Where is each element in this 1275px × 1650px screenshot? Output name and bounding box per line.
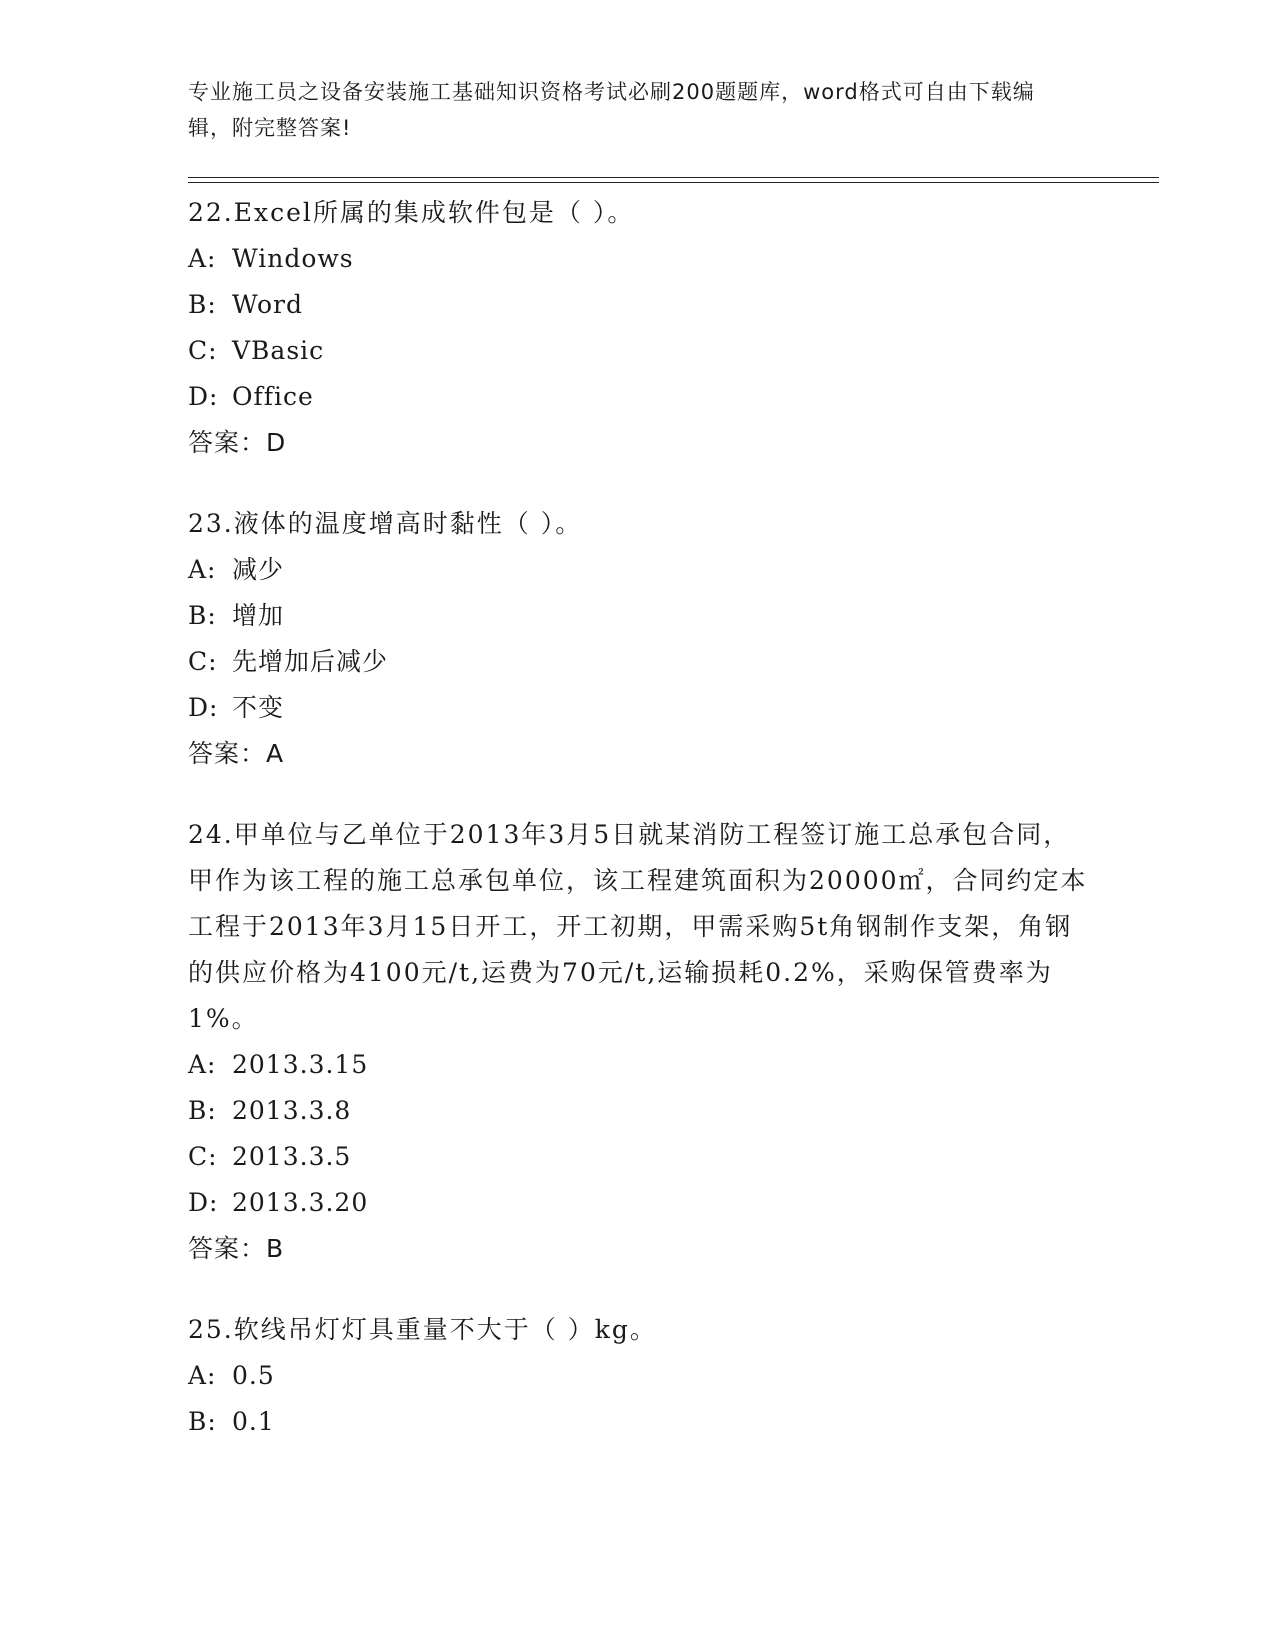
option-b xyxy=(188,1399,1088,1445)
answer-label: 答案： xyxy=(188,739,267,768)
option-b xyxy=(188,593,1088,639)
option-text: 增加 xyxy=(232,601,285,630)
option-a xyxy=(188,236,1088,282)
option-text: 不变 xyxy=(232,693,285,722)
option-text: 2013.3.5 xyxy=(232,1142,352,1171)
question-text: Excel所属的集成软件包是（ ）。 xyxy=(233,198,635,227)
question-stem xyxy=(188,1307,1088,1353)
option-text: Word xyxy=(232,290,304,319)
question-stem xyxy=(188,501,1088,547)
option-letter: A: xyxy=(188,244,217,273)
option-letter: C: xyxy=(188,336,218,365)
question-25 xyxy=(188,1307,1088,1445)
answer-line xyxy=(188,1226,1088,1272)
option-text: Office xyxy=(232,382,314,411)
question-text: 甲单位与乙单位于2013年3月5日就某消防工程签订施工总承包合同，甲作为该工程的施工总承包单位，该工程建筑面积为20000㎡，合同约定本工程于2013年3月15日开工，开工初期，甲需采购5t角钢制作支架，角钢的供应价格为4100元/t,运费为70元/t,运输损耗0.2%，采购保管费率为1%。 xyxy=(188,820,1088,1033)
option-a xyxy=(188,1353,1088,1399)
option-c xyxy=(188,328,1088,374)
question-stem xyxy=(188,190,1088,236)
answer-line xyxy=(188,731,1088,777)
option-letter: C: xyxy=(188,1142,218,1171)
option-letter: A: xyxy=(188,555,217,584)
document-header: 专业施工员之设备安装施工基础知识资格考试必刷200题题库，word格式可自由下载编辑，附完整答案! xyxy=(188,80,1035,140)
option-text: VBasic xyxy=(232,336,325,365)
answer-label: 答案： xyxy=(188,428,267,457)
option-text: 2013.3.20 xyxy=(232,1188,369,1217)
question-text: 液体的温度增高时黏性（ ）。 xyxy=(233,509,583,538)
option-letter: C: xyxy=(188,647,218,676)
option-letter: B: xyxy=(188,601,217,630)
option-text: 0.5 xyxy=(232,1361,275,1390)
option-c xyxy=(188,639,1088,685)
option-letter: D: xyxy=(188,693,219,722)
option-c xyxy=(188,1134,1088,1180)
question-24 xyxy=(188,812,1088,1272)
option-d xyxy=(188,685,1088,731)
answer-line xyxy=(188,420,1088,466)
answer-label: 答案： xyxy=(188,1234,267,1263)
header-divider-top xyxy=(188,177,1159,178)
question-list xyxy=(188,190,1088,1480)
option-a xyxy=(188,547,1088,593)
option-b xyxy=(188,282,1088,328)
option-text: 2013.3.15 xyxy=(232,1050,369,1079)
header-divider-bottom xyxy=(188,182,1159,183)
question-number: 22. xyxy=(188,198,234,227)
option-letter: B: xyxy=(188,1096,217,1125)
question-number: 24. xyxy=(188,820,234,849)
option-d xyxy=(188,1180,1088,1226)
option-letter: A: xyxy=(188,1361,217,1390)
option-letter: A: xyxy=(188,1050,217,1079)
option-letter: D: xyxy=(188,1188,219,1217)
option-text: 2013.3.8 xyxy=(232,1096,352,1125)
question-text: 软线吊灯灯具重量不大于（ ）kg。 xyxy=(233,1315,657,1344)
answer-value: B xyxy=(266,1234,285,1263)
question-number: 23. xyxy=(188,509,234,538)
option-text: 减少 xyxy=(232,555,285,584)
option-text: 0.1 xyxy=(232,1407,275,1436)
option-a xyxy=(188,1042,1088,1088)
option-text: Windows xyxy=(232,244,354,273)
question-22 xyxy=(188,190,1088,466)
option-letter: B: xyxy=(188,1407,217,1436)
option-d xyxy=(188,374,1088,420)
option-b xyxy=(188,1088,1088,1134)
option-letter: D: xyxy=(188,382,219,411)
answer-value: D xyxy=(266,428,287,457)
option-letter: B: xyxy=(188,290,217,319)
question-23 xyxy=(188,501,1088,777)
question-number: 25. xyxy=(188,1315,234,1344)
answer-value: A xyxy=(266,739,285,768)
question-stem xyxy=(188,812,1088,1042)
option-text: 先增加后减少 xyxy=(232,647,389,676)
